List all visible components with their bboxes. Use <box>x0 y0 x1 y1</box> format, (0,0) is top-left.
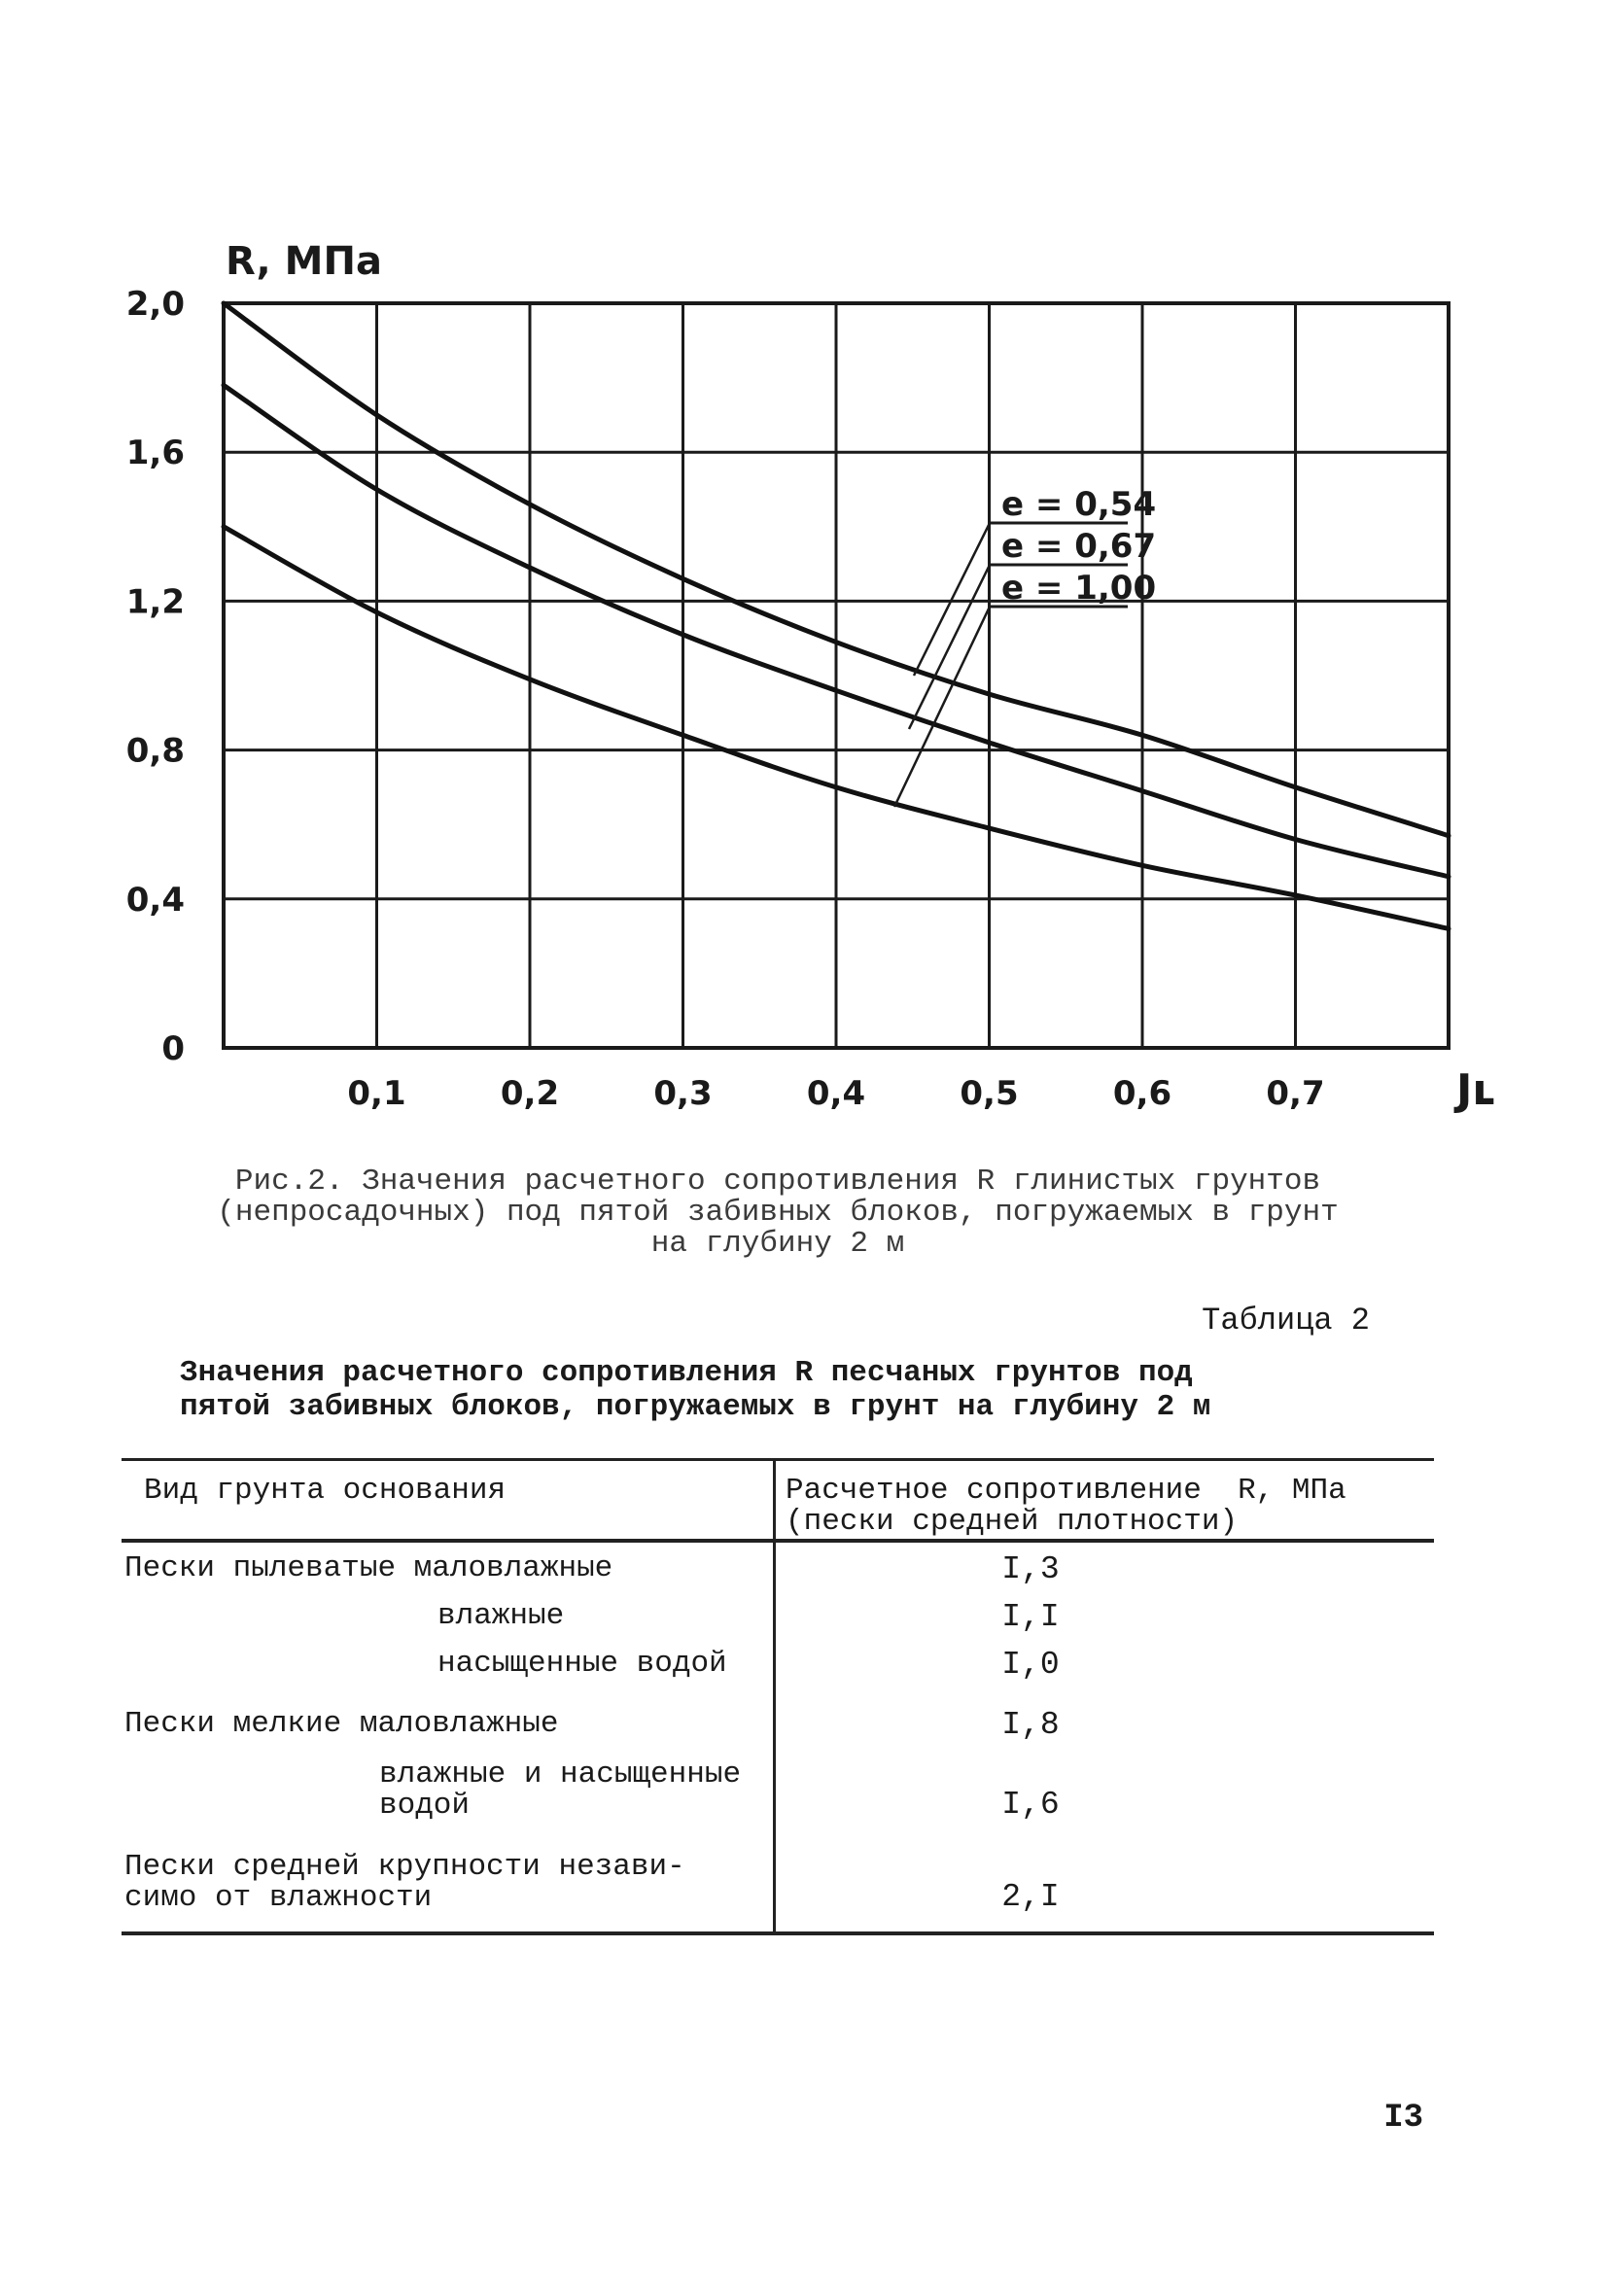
table-header-soil-type: Вид грунта основания <box>144 1474 507 1508</box>
x-tick-label: 0,6 <box>1112 1074 1172 1113</box>
table-title-line: Значения расчетного сопротивления R песчаных грунтов под <box>180 1356 1193 1390</box>
soil-type-cell: влажные <box>437 1599 565 1633</box>
table-header-rule <box>122 1539 1434 1543</box>
page-number: I3 <box>1383 2100 1423 2137</box>
resistance-value: I,3 <box>1001 1551 1060 1587</box>
table-column-separator <box>773 1458 776 1934</box>
caption-line: на глубину 2 м <box>650 1227 905 1261</box>
soil-type-cell: насыщенные водой <box>437 1647 727 1681</box>
y-tick-label: 1,2 <box>125 582 185 622</box>
table-title-line: пятой забивных блоков, погружаемых в грунт на глубину 2 м <box>180 1390 1211 1424</box>
figure-caption <box>146 1166 1410 1260</box>
resistance-value: I,0 <box>1001 1647 1060 1683</box>
resistance-value: I,I <box>1001 1599 1060 1635</box>
caption-line: Рис.2. Значения расчетного сопротивления R глинистых грунтов <box>234 1165 1321 1199</box>
table-label: Таблица 2 <box>1202 1303 1370 1339</box>
y-axis-label: R, МПа <box>226 239 382 284</box>
legend-label: e = 0,67 <box>1001 527 1157 566</box>
y-tick-label: 2,0 <box>125 285 185 324</box>
legend-leader-line <box>914 523 990 676</box>
y-tick-label: 0,4 <box>125 880 185 920</box>
resistance-value: 2,I <box>1001 1879 1060 1915</box>
soil-type-cell: Пески средней крупности незави- <box>124 1850 685 1884</box>
legend-leader-line <box>909 565 990 729</box>
x-tick-label: 0,3 <box>653 1074 713 1113</box>
soil-type-cell: Пески пылеватые маловлажные <box>124 1551 613 1585</box>
x-tick-label: 0,5 <box>960 1074 1019 1113</box>
table-top-rule <box>122 1458 1434 1461</box>
resistance-value: I,6 <box>1001 1787 1060 1823</box>
y-tick-label: 0,8 <box>125 731 185 771</box>
soil-type-cell: водой <box>379 1789 471 1823</box>
legend-label: e = 1,00 <box>1001 569 1157 608</box>
x-tick-label: 0,2 <box>500 1074 560 1113</box>
x-tick-label: 0,1 <box>347 1074 406 1113</box>
y-tick-label: 0 <box>161 1029 185 1068</box>
x-axis-label: Jʟ <box>1456 1065 1496 1115</box>
legend-leader-line <box>894 607 990 807</box>
y-tick-label: 1,6 <box>125 434 185 473</box>
table-title <box>180 1356 1376 1424</box>
legend-label: e = 0,54 <box>1001 485 1157 524</box>
soil-type-cell: симо от влажности <box>124 1881 433 1915</box>
caption-line: (непросадочных) под пятой забивных блоков, погружаемых в грунт <box>217 1196 1339 1230</box>
table-header-resistance-line2: (пески средней плотности) <box>786 1505 1239 1539</box>
soil-type-cell: Пески мелкие маловлажные <box>124 1707 559 1741</box>
x-tick-label: 0,7 <box>1266 1074 1325 1113</box>
x-tick-label: 0,4 <box>806 1074 866 1113</box>
table-header-resistance-line1: Расчетное сопротивление R, МПа <box>786 1474 1346 1508</box>
resistance-value: I,8 <box>1001 1707 1060 1743</box>
table-bottom-rule <box>122 1931 1434 1935</box>
soil-type-cell: влажные и насыщенные <box>379 1757 742 1792</box>
